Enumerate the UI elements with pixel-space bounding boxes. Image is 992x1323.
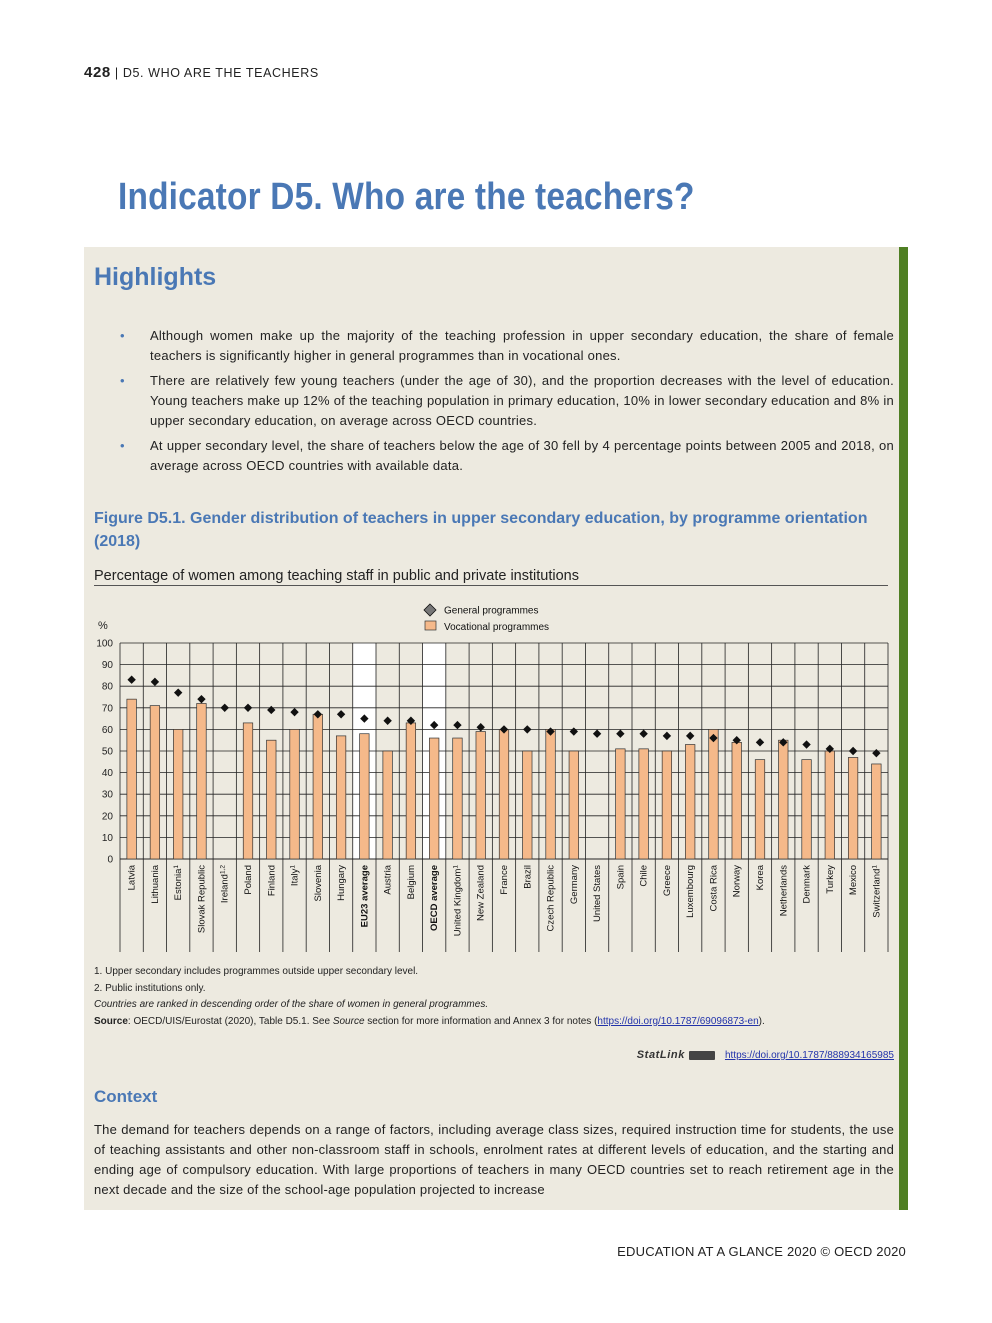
marker-general — [221, 704, 229, 712]
bar-vocational — [848, 757, 858, 859]
source-label: Source — [94, 1015, 128, 1027]
source-italic: Source — [332, 1015, 365, 1027]
page-title: Indicator D5. Who are the teachers? — [118, 176, 695, 218]
figure-notes — [94, 964, 894, 1030]
source-rest: section for more information and Annex 3 for notes ( — [364, 1015, 598, 1027]
marker-general — [453, 721, 461, 729]
y-tick-label: 0 — [107, 854, 113, 866]
highlights-heading: Highlights — [94, 263, 217, 291]
bar-vocational — [336, 736, 346, 859]
header-section: D5. WHO ARE THE TEACHERS — [122, 66, 319, 80]
category-label: United States — [592, 865, 604, 923]
category-label: Norway — [731, 865, 743, 898]
bar-vocational — [569, 751, 579, 859]
statlink-logo: StatLink — [636, 1049, 685, 1061]
bar-vocational — [755, 760, 765, 859]
marker-general — [523, 725, 531, 733]
bar-vocational — [127, 699, 137, 859]
category-label: Estonia$^1$ — [172, 865, 185, 901]
gender-distribution-chart — [90, 598, 894, 958]
bar-vocational — [453, 738, 463, 859]
legend-label: Vocational programmes — [444, 622, 550, 633]
source-link[interactable]: https://doi.org/10.1787/69096873-en — [597, 1015, 759, 1027]
bar-vocational — [779, 740, 789, 859]
category-label: Czech Republic — [545, 865, 557, 932]
context-heading: Context — [94, 1087, 158, 1106]
marker-general — [244, 704, 252, 712]
marker-general — [616, 730, 624, 738]
y-tick-label: 20 — [101, 811, 113, 823]
bar-vocational — [406, 723, 416, 859]
marker-general — [127, 676, 135, 684]
bar-vocational — [290, 729, 300, 859]
bar-vocational — [313, 714, 323, 859]
bar-vocational — [267, 740, 277, 859]
y-tick-label: 10 — [101, 832, 113, 844]
y-tick-label: 70 — [101, 703, 113, 715]
bar-vocational — [872, 764, 882, 859]
category-label: Spain — [615, 865, 627, 890]
marker-general — [383, 717, 391, 725]
marker-general — [197, 695, 205, 703]
highlight-text: There are relatively few young teachers (under the age of 30), and the proportion decreases with the level of education. Young teachers make up 12% of the teaching population in primary education, 10% in lower secondary education and 8% in upper secondary education, on average across OECD countries. — [150, 373, 894, 428]
source-note — [94, 1014, 894, 1031]
figure-title: Figure D5.1. Gender distribution of teachers in upper secondary education, by programme orientation (2018) — [94, 510, 868, 550]
category-label: Mexico — [848, 865, 860, 896]
category-label: Costa Rica — [708, 865, 720, 912]
bar-vocational — [197, 703, 207, 859]
bar-vocational — [476, 732, 486, 859]
bullet-icon: • — [120, 373, 125, 388]
statlink-icon — [689, 1051, 715, 1060]
bar-vocational — [243, 723, 253, 859]
highlight-text: At upper secondary level, the share of teachers below the age of 30 fell by 4 percentage points between 2005 and 2018, on average across OECD countries with available data. — [150, 438, 894, 473]
bar-vocational — [662, 751, 672, 859]
category-label: Greece — [661, 865, 673, 897]
highlight-text: Although women make up the majority of the teaching profession in upper secondary education, the share of female teachers is significantly higher in general programmes than in vocational ones. — [150, 328, 894, 363]
category-label: Netherlands — [778, 865, 790, 917]
marker-general — [290, 708, 298, 716]
marker-general — [639, 730, 647, 738]
bar-vocational — [523, 751, 533, 859]
category-label: Turkey — [824, 865, 836, 894]
highlights-box-accent-bar — [899, 247, 908, 1210]
statlink — [600, 1049, 894, 1061]
category-label: France — [499, 865, 510, 895]
y-tick-label: 80 — [101, 681, 113, 693]
category-label: Italy$^1$ — [289, 865, 301, 887]
highlight-bullet — [94, 371, 894, 431]
bullet-icon: • — [120, 328, 125, 343]
statlink-url[interactable]: https://doi.org/10.1787/888934165985 — [724, 1050, 894, 1061]
category-label: United Kingdom$^1$ — [451, 865, 464, 937]
highlights-list — [94, 326, 894, 481]
category-label: Luxembourg — [685, 865, 697, 918]
bar-vocational — [709, 729, 719, 859]
category-label: Korea — [755, 865, 766, 891]
category-label: Chile — [638, 865, 650, 887]
marker-general — [872, 749, 880, 757]
legend-bar-swatch — [425, 621, 436, 630]
category-label: Germany — [568, 865, 580, 905]
category-label: Slovenia — [312, 865, 324, 902]
bullet-icon: • — [120, 438, 125, 453]
y-tick-label: 30 — [101, 789, 113, 801]
marker-general — [802, 740, 810, 748]
category-label: Denmark — [801, 865, 813, 904]
ranking-note-text: Countries are ranked in descending order of the share of women in general programmes. — [94, 999, 489, 1010]
marker-general — [686, 732, 694, 740]
y-tick-label: 40 — [101, 768, 113, 780]
marker-general — [756, 738, 764, 746]
context-paragraph: The demand for teachers depends on a range of factors, including average class sizes, required instruction time for students, the use of teaching assistants and other non-classroom staff in schools, enrolment rates at different levels of education, and the starting and ending age of compulsory education. With large proportions of teachers in many OECD countries set to reach retirement age in the next decade and the size of the school-age population projected to increase — [94, 1122, 894, 1197]
note-2: 2. Public institutions only. — [94, 982, 206, 994]
bar-vocational — [499, 729, 509, 859]
legend-diamond — [424, 604, 436, 616]
highlight-bullet — [94, 326, 894, 366]
y-axis-unit: % — [98, 620, 108, 632]
marker-general — [337, 710, 345, 718]
category-label: Finland — [266, 865, 278, 897]
category-label: Lithuania — [149, 865, 161, 904]
figure-subtitle: Percentage of women among teaching staff in public and private institutions — [94, 568, 888, 586]
marker-general — [849, 747, 857, 755]
marker-general — [570, 727, 578, 735]
category-label: Ireland$^{1,2}$ — [219, 865, 231, 904]
marker-general — [174, 688, 182, 696]
source-end: ). — [758, 1015, 765, 1027]
marker-general — [593, 730, 601, 738]
legend-label: General programmes — [444, 605, 539, 617]
page-footer: EDUCATION AT A GLANCE 2020 © OECD 2020 — [617, 1244, 906, 1259]
marker-general — [267, 706, 275, 714]
bar-vocational — [383, 751, 393, 859]
category-label: Switzerland$^1$ — [870, 865, 883, 918]
bar-vocational — [639, 749, 649, 859]
running-header — [84, 64, 319, 81]
page-number: 428 — [84, 64, 111, 81]
y-tick-label: 100 — [96, 638, 113, 650]
category-label: Brazil — [522, 865, 534, 889]
header-separator: | — [114, 66, 119, 80]
category-label: OECD average — [429, 865, 441, 932]
category-label: Austria — [382, 865, 394, 895]
source-text: : OECD/UIS/Eurostat (2020), Table D5.1. See — [127, 1015, 333, 1027]
bar-vocational — [825, 751, 835, 859]
y-tick-label: 60 — [101, 724, 113, 736]
marker-general — [151, 678, 159, 686]
category-label: Belgium — [405, 865, 417, 900]
bar-vocational — [802, 760, 812, 859]
category-label: Slovak Republic — [196, 865, 208, 934]
category-label: EU23 average — [359, 865, 371, 928]
y-tick-label: 50 — [101, 746, 113, 758]
note-1: 1. Upper secondary includes programmes outside upper secondary level. — [94, 966, 419, 977]
bar-vocational — [429, 738, 439, 859]
bar-vocational — [150, 706, 160, 859]
ranking-note — [94, 997, 894, 1014]
marker-general — [663, 732, 671, 740]
category-label: Latvia — [126, 865, 138, 891]
category-label: New Zealand — [475, 865, 487, 921]
category-label: Hungary — [336, 865, 348, 901]
bar-vocational — [685, 745, 695, 859]
marker-general — [477, 723, 485, 731]
y-tick-label: 90 — [101, 660, 113, 672]
bar-vocational — [360, 734, 370, 859]
bar-vocational — [732, 742, 742, 859]
category-label: Poland — [243, 865, 254, 895]
bar-vocational — [546, 729, 556, 859]
bar-vocational — [173, 729, 183, 859]
highlight-bullet — [94, 436, 894, 476]
bar-vocational — [616, 749, 626, 859]
